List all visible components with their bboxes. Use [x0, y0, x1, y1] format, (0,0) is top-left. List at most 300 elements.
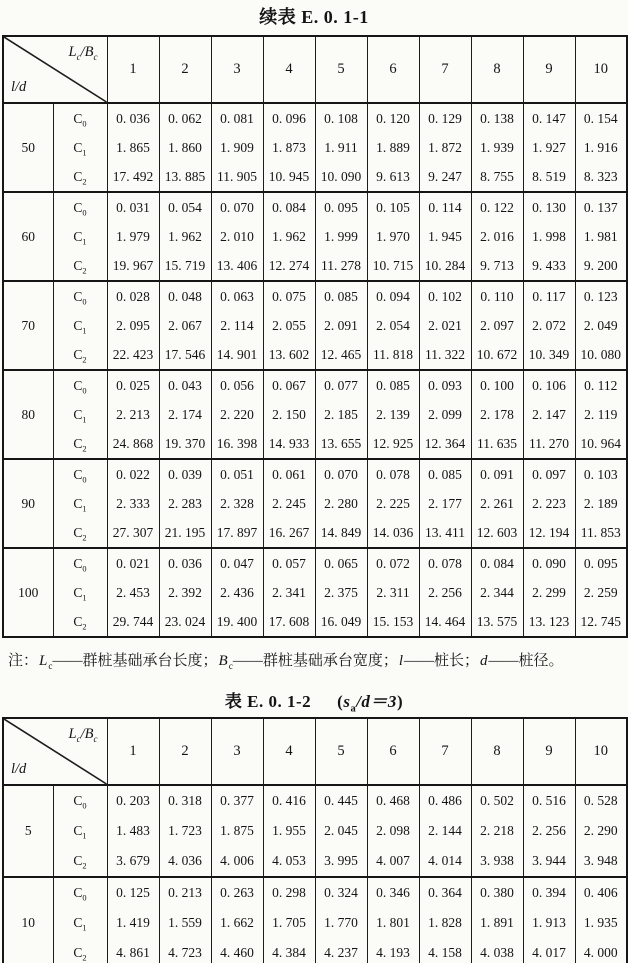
note-text: ——桩径。 [488, 653, 564, 669]
coefficient-label: $C_2$ [53, 429, 107, 459]
note-segments [38, 653, 564, 672]
coefficient-value: 2. 174 [159, 400, 211, 429]
coefficient-value: 23. 024 [159, 607, 211, 637]
coefficient-value: 0. 067 [263, 370, 315, 400]
coefficient-value: 19. 370 [159, 429, 211, 459]
coefficient-value: 12. 364 [419, 429, 471, 459]
table-row [3, 133, 627, 162]
coefficient-label: $C_1$ [53, 133, 107, 162]
coefficient-value: 1. 998 [523, 222, 575, 251]
coefficient-value: 2. 259 [575, 578, 627, 607]
table1-body [3, 103, 627, 637]
note-variable: L [39, 653, 48, 669]
column-header: 3 [211, 718, 263, 785]
coefficient-value: 4. 193 [367, 938, 419, 963]
header-row [3, 718, 627, 785]
coefficient-value: 3. 944 [523, 846, 575, 877]
column-header: 7 [419, 36, 471, 103]
coefficient-value: 13. 885 [159, 162, 211, 192]
coefficient-label: $C_2$ [53, 251, 107, 281]
coefficient-value: 0. 065 [315, 548, 367, 578]
table-row [3, 103, 627, 133]
coefficient-value: 2. 290 [575, 816, 627, 846]
coefficient-value: 0. 085 [367, 370, 419, 400]
coefficient-value: 1. 419 [107, 908, 159, 938]
coefficient-value: 10. 715 [367, 251, 419, 281]
coefficient-value: 17. 546 [159, 340, 211, 370]
coefficient-value: 10. 945 [263, 162, 315, 192]
note-text: ——桩长； [404, 653, 480, 669]
note-variable-subscript: c [48, 662, 53, 672]
coefficient-value: 9. 247 [419, 162, 471, 192]
coefficient-value: 0. 298 [263, 877, 315, 908]
coefficient-label: $C_1$ [53, 489, 107, 518]
coefficient-value: 0. 147 [523, 103, 575, 133]
table-row [3, 429, 627, 459]
coefficient-value: 13. 575 [471, 607, 523, 637]
column-header: 4 [263, 718, 315, 785]
coefficient-value: 4. 007 [367, 846, 419, 877]
coefficient-value: 0. 072 [367, 548, 419, 578]
coefficient-value: 0. 097 [523, 459, 575, 489]
coefficient-value: 4. 384 [263, 938, 315, 963]
coefficient-value: 2. 189 [575, 489, 627, 518]
coefficient-value: 0. 486 [419, 785, 471, 816]
coefficient-value: 2. 114 [211, 311, 263, 340]
coefficient-value: 2. 095 [107, 311, 159, 340]
coefficient-value: 0. 051 [211, 459, 263, 489]
table-row [3, 162, 627, 192]
table-row [3, 400, 627, 429]
column-header: 5 [315, 36, 367, 103]
coefficient-value: 0. 110 [471, 281, 523, 311]
coefficient-value: 4. 014 [419, 846, 471, 877]
coefficient-value: 12. 274 [263, 251, 315, 281]
coefficient-value: 0. 108 [315, 103, 367, 133]
coefficient-value: 0. 324 [315, 877, 367, 908]
coefficient-value: 1. 945 [419, 222, 471, 251]
coefficient-value: 2. 223 [523, 489, 575, 518]
coefficient-value: 0. 263 [211, 877, 263, 908]
coefficient-value: 0. 318 [159, 785, 211, 816]
coefficient-label: $C_1$ [53, 816, 107, 846]
coefficient-label: $C_2$ [53, 938, 107, 963]
coefficient-value: 1. 559 [159, 908, 211, 938]
coefficient-value: 1. 875 [211, 816, 263, 846]
coefficient-value: 0. 380 [471, 877, 523, 908]
coefficient-value: 0. 103 [575, 459, 627, 489]
coefficient-value: 19. 967 [107, 251, 159, 281]
coefficient-value: 1. 913 [523, 908, 575, 938]
coefficient-value: 1. 860 [159, 133, 211, 162]
coefficient-value: 22. 423 [107, 340, 159, 370]
coefficient-value: 0. 085 [419, 459, 471, 489]
coefficient-value: 2. 139 [367, 400, 419, 429]
coefficient-value: 0. 377 [211, 785, 263, 816]
coefficient-value: 4. 038 [471, 938, 523, 963]
coefficient-value: 1. 981 [575, 222, 627, 251]
coefficient-value: 16. 267 [263, 518, 315, 548]
note-variable: B [218, 653, 228, 669]
coefficient-value: 0. 154 [575, 103, 627, 133]
coefficient-value: 15. 153 [367, 607, 419, 637]
coefficient-value: 2. 185 [315, 400, 367, 429]
coefficient-label: $C_1$ [53, 578, 107, 607]
coefficient-value: 0. 094 [367, 281, 419, 311]
column-header: 7 [419, 718, 471, 785]
coefficient-value: 0. 070 [315, 459, 367, 489]
coefficient-value: 1. 828 [419, 908, 471, 938]
table-row [3, 222, 627, 251]
diagonal-header-cell [3, 718, 107, 785]
coefficient-value: 0. 394 [523, 877, 575, 908]
coefficient-value: 0. 125 [107, 877, 159, 908]
table2-body [3, 785, 627, 963]
coefficient-value: 4. 036 [159, 846, 211, 877]
coefficient-value: 1. 872 [419, 133, 471, 162]
coefficient-value: 8. 323 [575, 162, 627, 192]
column-header: 6 [367, 718, 419, 785]
coefficient-value: 1. 723 [159, 816, 211, 846]
ld-value: 100 [3, 548, 53, 637]
coefficient-value: 0. 043 [159, 370, 211, 400]
coefficient-value: 0. 137 [575, 192, 627, 222]
coefficient-value: 1. 873 [263, 133, 315, 162]
note-variable-subscript: c [228, 662, 233, 672]
coefficient-value: 0. 117 [523, 281, 575, 311]
table-row [3, 785, 627, 816]
coefficient-value: 0. 093 [419, 370, 471, 400]
coefficient-value: 0. 022 [107, 459, 159, 489]
coefficient-value: 11. 278 [315, 251, 367, 281]
coefficient-value: 1. 962 [263, 222, 315, 251]
coefficient-value: 14. 901 [211, 340, 263, 370]
coefficient-value: 2. 299 [523, 578, 575, 607]
table-row [3, 578, 627, 607]
coefficient-value: 2. 280 [315, 489, 367, 518]
coefficient-value: 0. 100 [471, 370, 523, 400]
coefficient-value: 0. 036 [159, 548, 211, 578]
table-row [3, 938, 627, 963]
coefficient-value: 0. 096 [263, 103, 315, 133]
coefficient-value: 11. 853 [575, 518, 627, 548]
column-header: 10 [575, 718, 627, 785]
table2-title-formula: $(s_a/d=3)$ [337, 691, 404, 715]
coefficient-value: 2. 311 [367, 578, 419, 607]
coefficient-value: 0. 021 [107, 548, 159, 578]
l-d-label: l/d [11, 79, 27, 95]
column-header: 10 [575, 36, 627, 103]
coefficient-value: 0. 502 [471, 785, 523, 816]
coefficient-value: 10. 964 [575, 429, 627, 459]
coefficient-value: 9. 613 [367, 162, 419, 192]
lc-bc-label: $L_c/B_c$ [68, 44, 98, 62]
table-row [3, 518, 627, 548]
coefficient-value: 13. 602 [263, 340, 315, 370]
coefficient-value: 13. 406 [211, 251, 263, 281]
coefficient-value: 1. 770 [315, 908, 367, 938]
coefficient-value: 2. 261 [471, 489, 523, 518]
table-row [3, 877, 627, 908]
coefficient-table-2 [2, 717, 628, 963]
coefficient-value: 0. 203 [107, 785, 159, 816]
table-row [3, 340, 627, 370]
header-row [3, 36, 627, 103]
coefficient-label: $C_0$ [53, 192, 107, 222]
coefficient-value: 0. 056 [211, 370, 263, 400]
column-header: 5 [315, 718, 367, 785]
coefficient-value: 0. 084 [471, 548, 523, 578]
coefficient-label: $C_0$ [53, 785, 107, 816]
coefficient-value: 24. 868 [107, 429, 159, 459]
coefficient-value: 0. 063 [211, 281, 263, 311]
coefficient-table-1 [2, 35, 628, 638]
table-row [3, 311, 627, 340]
coefficient-value: 14. 464 [419, 607, 471, 637]
coefficient-value: 17. 492 [107, 162, 159, 192]
coefficient-value: 2. 283 [159, 489, 211, 518]
coefficient-value: 11. 322 [419, 340, 471, 370]
coefficient-value: 10. 349 [523, 340, 575, 370]
table2-title [0, 684, 628, 715]
coefficient-value: 9. 713 [471, 251, 523, 281]
coefficient-value: 11. 905 [211, 162, 263, 192]
coefficient-value: 2. 218 [471, 816, 523, 846]
coefficient-value: 1. 889 [367, 133, 419, 162]
coefficient-value: 0. 075 [263, 281, 315, 311]
coefficient-value: 0. 070 [211, 192, 263, 222]
coefficient-value: 14. 933 [263, 429, 315, 459]
coefficient-value: 0. 078 [419, 548, 471, 578]
coefficient-value: 0. 077 [315, 370, 367, 400]
l-d-label: l/d [11, 760, 27, 777]
table-row [3, 370, 627, 400]
table-row [3, 908, 627, 938]
table-note [8, 649, 622, 675]
coefficient-value: 1. 662 [211, 908, 263, 938]
coefficient-value: 0. 095 [575, 548, 627, 578]
coefficient-value: 4. 006 [211, 846, 263, 877]
note-text: ——群桩基础承台宽度； [232, 653, 398, 669]
ld-value: 5 [3, 785, 53, 877]
coefficient-value: 16. 049 [315, 607, 367, 637]
coefficient-value: 2. 097 [471, 311, 523, 340]
coefficient-value: 0. 084 [263, 192, 315, 222]
coefficient-value: 2. 098 [367, 816, 419, 846]
coefficient-label: $C_1$ [53, 222, 107, 251]
coefficient-value: 2. 055 [263, 311, 315, 340]
coefficient-value: 8. 519 [523, 162, 575, 192]
table1-title: 续表 E. 0. 1-1 [259, 7, 369, 27]
coefficient-value: 0. 048 [159, 281, 211, 311]
coefficient-value: 0. 036 [107, 103, 159, 133]
coefficient-value: 0. 091 [471, 459, 523, 489]
coefficient-value: 2. 177 [419, 489, 471, 518]
coefficient-value: 0. 122 [471, 192, 523, 222]
coefficient-value: 2. 150 [263, 400, 315, 429]
coefficient-value: 1. 970 [367, 222, 419, 251]
ld-value: 50 [3, 103, 53, 192]
table-row [3, 459, 627, 489]
coefficient-value: 1. 705 [263, 908, 315, 938]
diagonal-header-cell [3, 36, 107, 103]
coefficient-value: 19. 400 [211, 607, 263, 637]
coefficient-value: 0. 416 [263, 785, 315, 816]
coefficient-value: 0. 078 [367, 459, 419, 489]
column-header: 3 [211, 36, 263, 103]
coefficient-value: 2. 147 [523, 400, 575, 429]
coefficient-label: $C_0$ [53, 459, 107, 489]
coefficient-value: 10. 284 [419, 251, 471, 281]
coefficient-value: 12. 465 [315, 340, 367, 370]
coefficient-value: 0. 516 [523, 785, 575, 816]
coefficient-value: 29. 744 [107, 607, 159, 637]
ld-value: 90 [3, 459, 53, 548]
coefficient-value: 2. 344 [471, 578, 523, 607]
column-header: 6 [367, 36, 419, 103]
lc-bc-label: $L_c/B_c$ [68, 725, 98, 744]
coefficient-value: 11. 270 [523, 429, 575, 459]
table-row [3, 548, 627, 578]
coefficient-value: 0. 528 [575, 785, 627, 816]
coefficient-value: 3. 679 [107, 846, 159, 877]
column-header: 8 [471, 36, 523, 103]
coefficient-value: 1. 955 [263, 816, 315, 846]
ld-value: 70 [3, 281, 53, 370]
coefficient-value: 4. 053 [263, 846, 315, 877]
coefficient-value: 9. 433 [523, 251, 575, 281]
coefficient-value: 12. 194 [523, 518, 575, 548]
column-header: 9 [523, 718, 575, 785]
coefficient-label: $C_2$ [53, 162, 107, 192]
coefficient-value: 17. 897 [211, 518, 263, 548]
coefficient-value: 0. 114 [419, 192, 471, 222]
coefficient-value: 1. 911 [315, 133, 367, 162]
coefficient-value: 0. 106 [523, 370, 575, 400]
coefficient-value: 0. 031 [107, 192, 159, 222]
coefficient-label: $C_2$ [53, 846, 107, 877]
coefficient-value: 0. 054 [159, 192, 211, 222]
coefficient-value: 13. 655 [315, 429, 367, 459]
column-header: 1 [107, 36, 159, 103]
coefficient-value: 0. 090 [523, 548, 575, 578]
coefficient-label: $C_0$ [53, 370, 107, 400]
coefficient-value: 10. 090 [315, 162, 367, 192]
table2-title-main: 表 E. 0. 1-2 [224, 691, 312, 711]
coefficient-value: 2. 045 [315, 816, 367, 846]
coefficient-value: 0. 105 [367, 192, 419, 222]
column-header: 9 [523, 36, 575, 103]
coefficient-value: 2. 333 [107, 489, 159, 518]
coefficient-value: 1. 939 [471, 133, 523, 162]
coefficient-value: 2. 099 [419, 400, 471, 429]
coefficient-value: 0. 102 [419, 281, 471, 311]
coefficient-value: 0. 062 [159, 103, 211, 133]
coefficient-value: 1. 927 [523, 133, 575, 162]
column-header: 1 [107, 718, 159, 785]
coefficient-value: 1. 916 [575, 133, 627, 162]
coefficient-value: 3. 938 [471, 846, 523, 877]
table-row [3, 846, 627, 877]
coefficient-value: 11. 818 [367, 340, 419, 370]
ld-value: 80 [3, 370, 53, 459]
coefficient-value: 0. 130 [523, 192, 575, 222]
coefficient-value: 0. 112 [575, 370, 627, 400]
coefficient-value: 0. 057 [263, 548, 315, 578]
coefficient-value: 2. 375 [315, 578, 367, 607]
coefficient-value: 1. 891 [471, 908, 523, 938]
ld-value: 60 [3, 192, 53, 281]
coefficient-value: 0. 028 [107, 281, 159, 311]
coefficient-value: 0. 085 [315, 281, 367, 311]
coefficient-value: 3. 948 [575, 846, 627, 877]
table-row [3, 281, 627, 311]
coefficient-label: $C_0$ [53, 281, 107, 311]
coefficient-value: 10. 080 [575, 340, 627, 370]
coefficient-value: 2. 067 [159, 311, 211, 340]
coefficient-value: 0. 039 [159, 459, 211, 489]
coefficient-value: 0. 025 [107, 370, 159, 400]
coefficient-value: 8. 755 [471, 162, 523, 192]
coefficient-value: 4. 000 [575, 938, 627, 963]
coefficient-value: 1. 962 [159, 222, 211, 251]
coefficient-value: 11. 635 [471, 429, 523, 459]
coefficient-value: 1. 801 [367, 908, 419, 938]
coefficient-label: $C_0$ [53, 548, 107, 578]
coefficient-value: 4. 861 [107, 938, 159, 963]
coefficient-value: 2. 016 [471, 222, 523, 251]
coefficient-value: 1. 865 [107, 133, 159, 162]
coefficient-value: 0. 213 [159, 877, 211, 908]
coefficient-label: $C_2$ [53, 607, 107, 637]
coefficient-value: 2. 091 [315, 311, 367, 340]
coefficient-value: 2. 256 [523, 816, 575, 846]
coefficient-value: 1. 483 [107, 816, 159, 846]
coefficient-value: 2. 245 [263, 489, 315, 518]
coefficient-value: 10. 672 [471, 340, 523, 370]
coefficient-value: 0. 120 [367, 103, 419, 133]
column-header: 2 [159, 718, 211, 785]
note-variable: d [480, 653, 488, 669]
coefficient-value: 12. 745 [575, 607, 627, 637]
coefficient-value: 0. 468 [367, 785, 419, 816]
coefficient-value: 0. 047 [211, 548, 263, 578]
coefficient-label: $C_1$ [53, 400, 107, 429]
coefficient-value: 2. 119 [575, 400, 627, 429]
note-text: ——群桩基础承台长度； [52, 653, 218, 669]
coefficient-label: $C_1$ [53, 908, 107, 938]
coefficient-value: 0. 061 [263, 459, 315, 489]
note-variable: l [398, 653, 404, 669]
coefficient-value: 2. 453 [107, 578, 159, 607]
ld-value: 10 [3, 877, 53, 963]
table-row [3, 489, 627, 518]
coefficient-value: 2. 021 [419, 311, 471, 340]
coefficient-value: 0. 346 [367, 877, 419, 908]
coefficient-value: 17. 608 [263, 607, 315, 637]
coefficient-value: 0. 445 [315, 785, 367, 816]
coefficient-label: $C_0$ [53, 877, 107, 908]
coefficient-value: 4. 460 [211, 938, 263, 963]
table-row [3, 816, 627, 846]
table-row [3, 251, 627, 281]
coefficient-value: 1. 935 [575, 908, 627, 938]
coefficient-value: 2. 341 [263, 578, 315, 607]
coefficient-value: 3. 995 [315, 846, 367, 877]
coefficient-value: 2. 220 [211, 400, 263, 429]
coefficient-value: 21. 195 [159, 518, 211, 548]
coefficient-value: 13. 123 [523, 607, 575, 637]
